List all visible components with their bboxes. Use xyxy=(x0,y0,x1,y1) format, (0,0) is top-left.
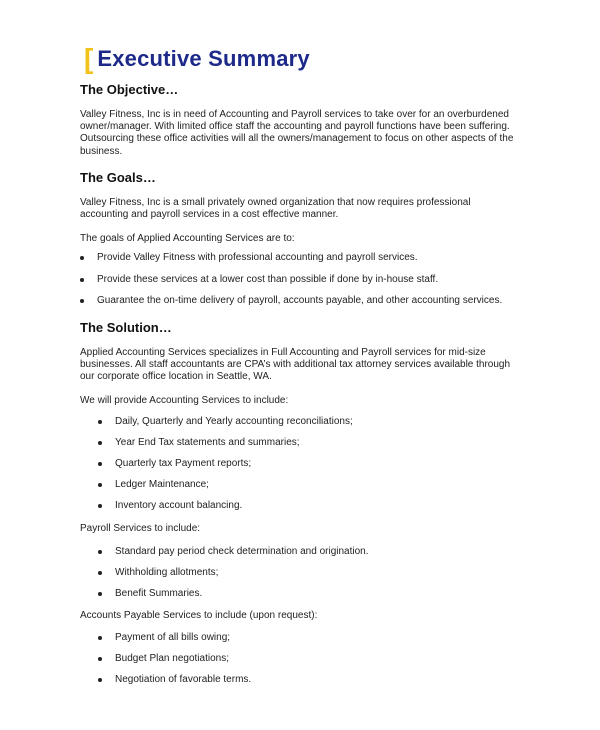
bullet-icon xyxy=(98,504,102,508)
objective-line: business. xyxy=(80,145,123,157)
goals-heading: The Goals… xyxy=(80,170,156,185)
list-item xyxy=(80,274,438,285)
goals-intro: The goals of Applied Accounting Services are to: xyxy=(80,233,295,244)
solution-heading: The Solution… xyxy=(80,320,172,335)
list-item xyxy=(98,632,230,643)
list-item xyxy=(98,458,251,469)
objective-heading: The Objective… xyxy=(80,82,179,97)
list-item-text: Quarterly tax Payment reports; xyxy=(115,458,252,469)
list-item xyxy=(98,588,202,599)
title-bracket: [ xyxy=(84,43,94,74)
list-item-text: Payment of all bills owing; xyxy=(115,632,231,643)
list-item-text: Benefit Summaries. xyxy=(115,588,203,599)
goals-line: accounting and payroll services in a cost effective manner. xyxy=(80,209,339,221)
list-item xyxy=(98,500,242,511)
list-item xyxy=(98,479,209,490)
goals-paragraph xyxy=(80,197,540,221)
accounting-intro: We will provide Accounting Services to include: xyxy=(80,395,289,406)
list-item xyxy=(80,252,418,263)
list-item-text: Withholding allotments; xyxy=(115,567,219,578)
list-item-text: Negotiation of favorable terms. xyxy=(115,674,252,685)
payable-intro: Accounts Payable Services to include (upon request): xyxy=(80,610,318,621)
list-item-text: Guarantee the on-time delivery of payroll, accounts payable, and other accounting services. xyxy=(97,295,503,306)
list-item xyxy=(98,567,218,578)
solution-line: our corporate office location in Seattle, WA. xyxy=(80,371,272,383)
bullet-icon xyxy=(98,441,102,445)
solution-line: Applied Accounting Services specializes in Full Accounting and Payroll services for mid-size xyxy=(80,347,486,358)
list-item xyxy=(98,546,369,557)
bullet-icon xyxy=(98,420,102,424)
page-title xyxy=(84,42,310,76)
list-item-text: Daily, Quarterly and Yearly accounting reconciliations; xyxy=(115,416,353,427)
list-item-text: Provide these services at a lower cost than possible if done by in-house staff. xyxy=(97,274,439,285)
bullet-icon xyxy=(98,483,102,487)
list-item-text: Inventory account balancing. xyxy=(115,500,243,511)
list-item xyxy=(98,674,251,685)
payroll-intro: Payroll Services to include: xyxy=(80,523,201,534)
objective-line: Valley Fitness, Inc is in need of Accounting and Payroll services to take over for an overburdened xyxy=(80,109,509,120)
list-item xyxy=(98,653,229,664)
list-item xyxy=(98,437,300,448)
title-text: Executive Summary xyxy=(97,46,310,71)
solution-line: businesses. All staff accountants are CPA’s with additional tax attorney services available through xyxy=(80,359,511,371)
bullet-icon xyxy=(98,550,102,554)
list-item-text: Year End Tax statements and summaries; xyxy=(115,437,300,448)
bullet-icon xyxy=(80,256,84,260)
bullet-icon xyxy=(98,636,102,640)
objective-paragraph xyxy=(80,109,540,158)
list-item xyxy=(80,295,502,306)
solution-paragraph xyxy=(80,347,540,384)
bullet-icon xyxy=(98,678,102,682)
objective-line: owner/manager. With limited office staff the accounting and payroll functions have been suffering. xyxy=(80,121,510,133)
bullet-icon xyxy=(98,462,102,466)
list-item-text: Standard pay period check determination and origination. xyxy=(115,546,369,557)
goals-line: Valley Fitness, Inc is a small privately owned organization that now requires professional xyxy=(80,197,471,208)
bullet-icon xyxy=(98,571,102,575)
list-item xyxy=(98,416,353,427)
list-item-text: Ledger Maintenance; xyxy=(115,479,209,490)
list-item-text: Provide Valley Fitness with professional accounting and payroll services. xyxy=(97,252,418,263)
bullet-icon xyxy=(98,657,102,661)
bullet-icon xyxy=(80,278,84,282)
list-item-text: Budget Plan negotiations; xyxy=(115,653,229,664)
bullet-icon xyxy=(80,299,84,303)
objective-line: Outsourcing these office activities will all the owners/management to focus on other aspects of the xyxy=(80,133,514,145)
bullet-icon xyxy=(98,592,102,596)
